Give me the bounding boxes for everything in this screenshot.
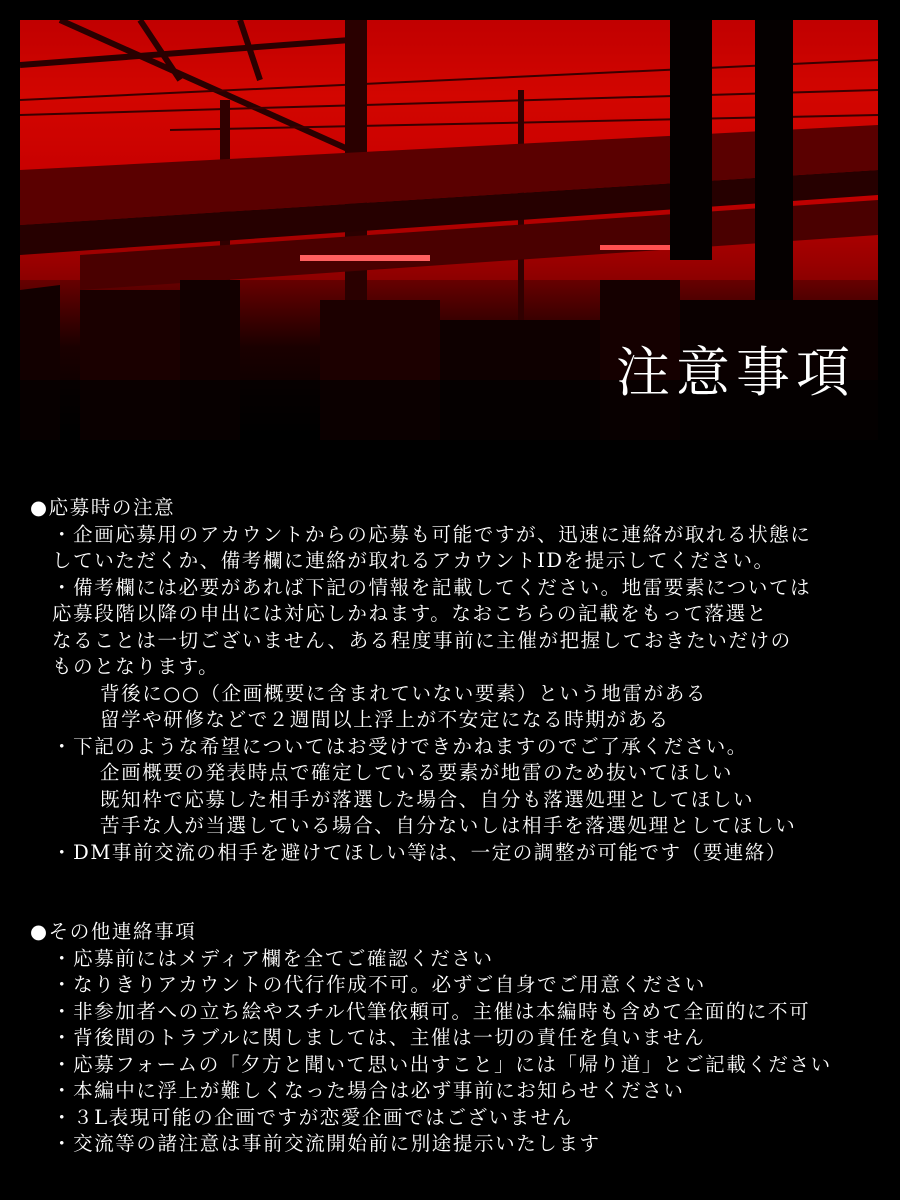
list-item: ・なりきりアカウントの代行作成不可。必ずご自身でご用意ください [52,973,706,996]
sub-item: 苦手な人が当選している場合、自分ないしは相手を落選処理としてほしい [100,814,797,837]
sub-item: 既知枠で応募した相手が落選した場合、自分も落選処理としてほしい [100,787,755,811]
notice-content [30,495,870,1158]
list-item: していただくか、備考欄に連絡が取れるアカウントIDを提示してください。 [52,549,775,572]
list-item: ・企画応募用のアカウントからの応募も可能ですが、迅速に連絡が取れる状態に [52,522,812,546]
list-item: ・DM事前交流の相手を避けてほしい等は、一定の調整が可能です（要連絡） [52,840,788,864]
sub-item: 留学や研修などで２週間以上浮上が不安定になる時期がある [100,708,670,731]
sub-item: 背後に○○（企画概要に含まれていない要素）という地雷がある [100,681,707,705]
list-item: 応募段階以降の申出には対応しかねます。なおこちらの記載をもって落選と [52,602,768,625]
list-item: ・背後間のトラブルに関しましては、主催は一切の責任を負いません [52,1026,706,1049]
section-heading-other: ●その他連絡事項 [30,920,197,943]
list-item: ものとなります。 [52,655,220,678]
list-item: ・下記のような希望についてはお受けできかねますのでご了承ください。 [52,734,748,758]
list-item: ・交流等の諸注意は事前交流開始前に別途提示いたします [52,1132,601,1155]
list-item: ・応募前にはメディア欄を全てご確認ください [52,946,494,970]
list-item: ・応募フォームの「夕方と聞いて思い出すこと」には「帰り道」とご記載ください [52,1052,832,1076]
sub-item: 企画概要の発表時点で確定している要素が地雷のため抜いてほしい [100,761,734,784]
list-item: ・本編中に浮上が難しくなった場合は必ず事前にお知らせください [52,1079,685,1102]
list-item: なることは一切ございません、ある程度事前に主催が把握しておきたいだけの [52,628,792,652]
list-item: ・３L表現可能の企画ですが恋愛企画ではございません [52,1105,573,1129]
section-heading-application: ●応募時の注意 [30,496,176,519]
section-spacer [30,866,870,919]
list-item: ・非参加者への立ち絵やスチル代筆依頼可。主催は本編時も含めて全面的に不可 [52,999,811,1023]
page-title: 注意事項 [616,341,856,404]
list-item: ・備考欄には必要があれば下記の情報を記載してください。地雷要素については [52,575,812,599]
header-banner-image [20,20,878,440]
